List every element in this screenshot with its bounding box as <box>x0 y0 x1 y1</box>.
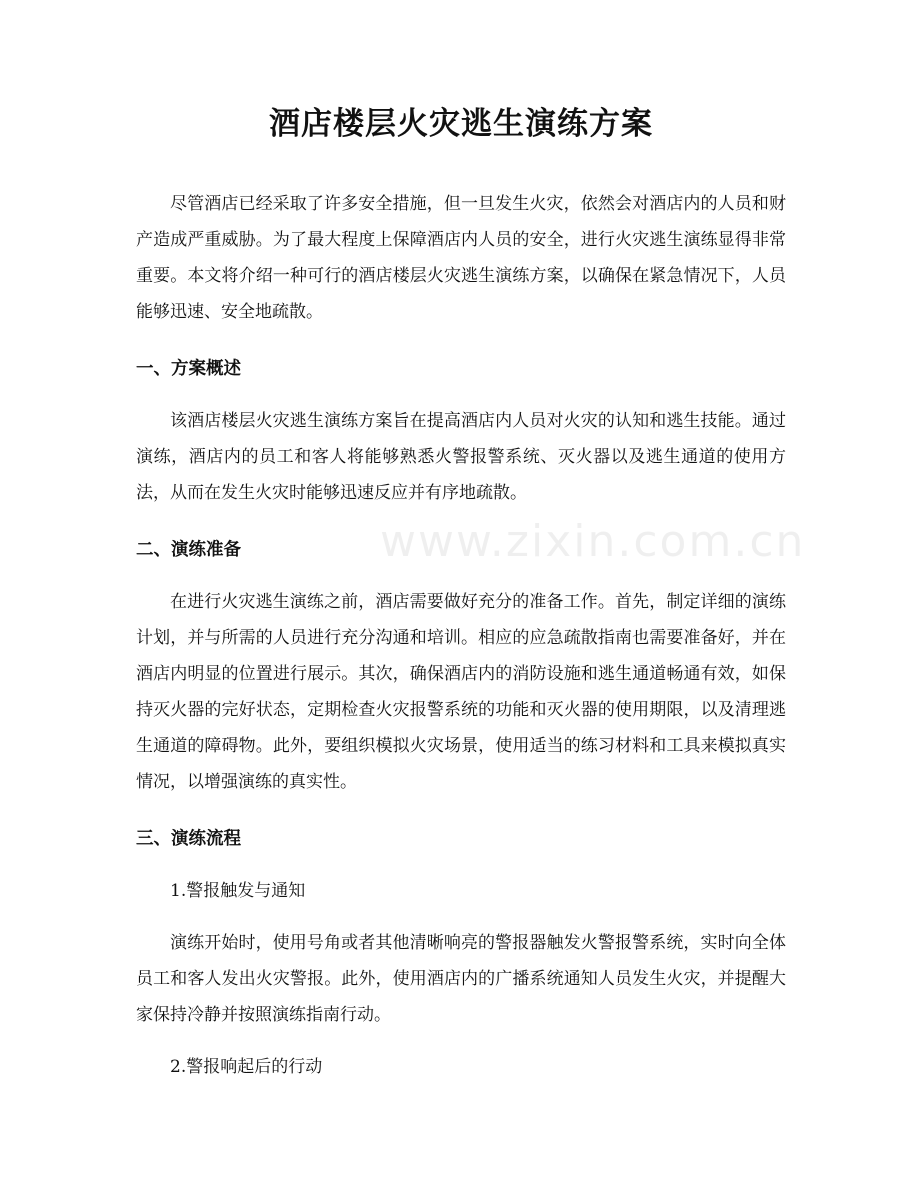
subsection-title-actions: 2.警报响起后的行动 <box>170 1056 323 1077</box>
document-title: 酒店楼层火灾逃生演练方案 <box>269 106 653 142</box>
subsection-body-alarm: 演练开始时，使用号角或者其他清晰响亮的警报器触发火警报警系统，实时向全体员工和客人发出火灾警报。此外，使用酒店内的广播系统通知人员发生火灾，并提醒大家保持冷静并按照演练指南行动。 <box>136 932 786 1025</box>
section-heading-process: 三、演练流程 <box>136 828 241 849</box>
intro-paragraph: 尽管酒店已经采取了许多安全措施，但一旦发生火灾，依然会对酒店内的人员和财产造成严重威胁。为了最大程度上保障酒店内人员的安全，进行火灾逃生演练显得非常重要。本文将介绍一种可行的酒店楼层火灾逃生演练方案，以确保在紧急情况下，人员能够迅速、安全地疏散。 <box>136 194 786 323</box>
section-body-preparation: 在进行火灾逃生演练之前，酒店需要做好充分的准备工作。首先，制定详细的演练计划，并与所需的人员进行充分沟通和培训。相应的应急疏散指南也需要准备好，并在酒店内明显的位置进行展示。其次，确保酒店内的消防设施和逃生通道畅通有效，如保持灭火器的完好状态，定期检查火灾报警系统的功能和灭火器的使用期限，以及清理逃生通道的障碍物。此外，要组织模拟火灾场景，使用适当的练习材料和工具来模拟真实情况，以增强演练的真实性。 <box>136 591 786 792</box>
section-body-overview: 该酒店楼层火灾逃生演练方案旨在提高酒店内人员对火灾的认知和逃生技能。通过演练，酒店内的员工和客人将能够熟悉火警报警系统、灭火器以及逃生通道的使用方法，从而在发生火灾时能够迅速反应并有序地疏散。 <box>136 411 786 504</box>
section-heading-preparation: 二、演练准备 <box>136 540 241 561</box>
watermark-text: www.zixin.com.cn <box>380 516 806 567</box>
section-heading-overview: 一、方案概述 <box>136 359 241 380</box>
subsection-title-alarm: 1.警报触发与通知 <box>170 880 306 901</box>
